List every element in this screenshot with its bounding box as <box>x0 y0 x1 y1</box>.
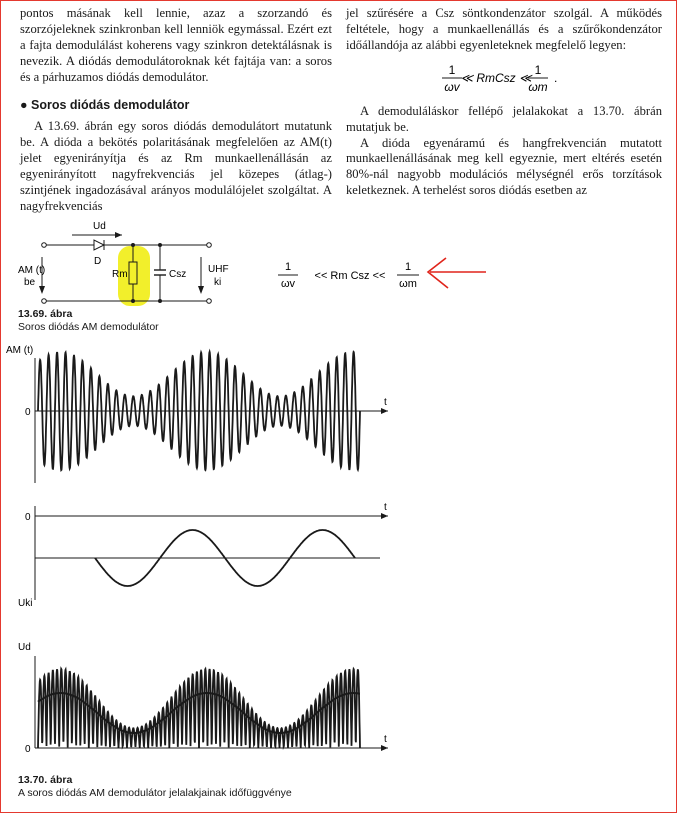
anno-right-num: 1 <box>404 261 412 273</box>
figure-caption <box>18 308 159 333</box>
terminal <box>207 243 212 248</box>
text-column-left <box>20 6 332 215</box>
plot1-xlabel: t <box>384 397 387 408</box>
eq-left-den: ωv <box>444 79 460 94</box>
caption-number: 13.69. ábra <box>18 308 73 320</box>
csz-label: Csz <box>169 269 187 280</box>
section-heading: ● Soros diódás demodulátor <box>20 97 190 112</box>
anno-right-den: ωm <box>399 278 417 290</box>
terminal <box>207 299 212 304</box>
terminal <box>42 243 47 248</box>
output-arrowhead <box>198 286 204 294</box>
circuit-diagram <box>14 214 274 312</box>
equation-graphic <box>346 60 662 96</box>
anno-left-den: ωv <box>280 278 296 290</box>
plot1-x-arrowhead <box>381 408 388 414</box>
eq-middle: ≪ RmCsz ≪ <box>460 70 532 85</box>
eq-end: . <box>554 70 558 85</box>
eq-right-num: 1 <box>534 62 542 77</box>
plot2-ylabel: Uki <box>18 598 33 609</box>
paragraph: A dióda egyenáramú és hangfrekvencián mutatott munkaellenállásának meg kell egyeznie, mert eltérés esetén 80%-nál nagyobb modulációs mélységnél erős torzítások keletkeznek. A terhelést soros diódás esetben az <box>346 135 662 198</box>
anno-left-num: 1 <box>284 261 292 273</box>
ki-label: ki <box>214 277 222 288</box>
waveform-figure <box>6 338 410 778</box>
plot3-ylabel: Ud <box>18 642 31 653</box>
plot3-zero: 0 <box>25 744 31 755</box>
figure-caption <box>18 774 292 799</box>
plot2-x-arrowhead <box>381 513 388 519</box>
ud-waveform <box>38 669 360 748</box>
paragraph: jel szűrésére a Csz söntkondenzátor szolgál. A működés feltétele, hogy a munkaellenállás és a szűrőkondenzátor időállandója az alábbi egyenleteknek megfelelő legyen: <box>346 6 662 52</box>
plot1-zero: 0 <box>25 407 31 418</box>
eq-right-den: ωm <box>528 79 548 94</box>
paragraph: A 13.69. ábrán egy soros diódás demodulátort mutatunk be. A dióda a bekötés polaritásának megfelelően az AM(t) jelet egyenirányítja és az Rm munkaellenállásán az egyenirányított nagyfrekvenciás jel közepes (átlag-) szintjének ingadozásával arányos modulálójelet szolgáltat. A nagyfrekvenciás <box>20 119 332 213</box>
red-arrow <box>428 258 486 288</box>
junction-dot <box>131 299 135 303</box>
junction-dot <box>158 243 162 247</box>
paragraph: A demoduláláskor fellépő jelalakokat a 13.70. ábrán mutatjuk be. <box>346 103 662 134</box>
diode-label: D <box>94 256 102 267</box>
am-label: AM (t) <box>18 265 46 276</box>
plot2-zero: 0 <box>25 512 31 523</box>
eq-left-num: 1 <box>448 62 456 77</box>
be-label: be <box>24 277 36 288</box>
plot2-xlabel: t <box>384 502 387 513</box>
caption-number: 13.70. ábra <box>18 774 73 786</box>
ud-arrowhead <box>115 232 122 238</box>
equation <box>346 60 662 96</box>
anno-middle: << Rm Csz << <box>314 270 386 282</box>
terminal <box>42 299 47 304</box>
text-column-right <box>346 6 662 199</box>
annotation-formula <box>270 250 500 300</box>
diode-symbol <box>94 240 104 250</box>
input-arrowhead <box>39 286 45 294</box>
plot3-xlabel: t <box>384 734 387 745</box>
rm-label: Rm <box>112 269 128 280</box>
caption-text: A soros diódás AM demodulátor jelalakjainak időfüggvénye <box>18 786 292 799</box>
paragraph: pontos másának kell lennie, azaz a szorzandó és szorzójeleknek szinkronban kell lenniök egymással. Ezért ezt a fajta demodulálást koherens vagy szinkron detektálásnak is nevezik. A diódás demodulátoroknak két fajtája van: a soros és a párhuzamos diódás demodulátor. <box>20 6 332 84</box>
plot1-ylabel: AM (t) <box>6 345 34 356</box>
junction-dot <box>131 243 135 247</box>
plot3-x-arrowhead <box>381 745 388 751</box>
junction-dot <box>158 299 162 303</box>
ud-label: Ud <box>93 221 106 232</box>
caption-text: Soros diódás AM demodulátor <box>18 320 159 333</box>
uhf-label: UHF <box>208 264 229 275</box>
